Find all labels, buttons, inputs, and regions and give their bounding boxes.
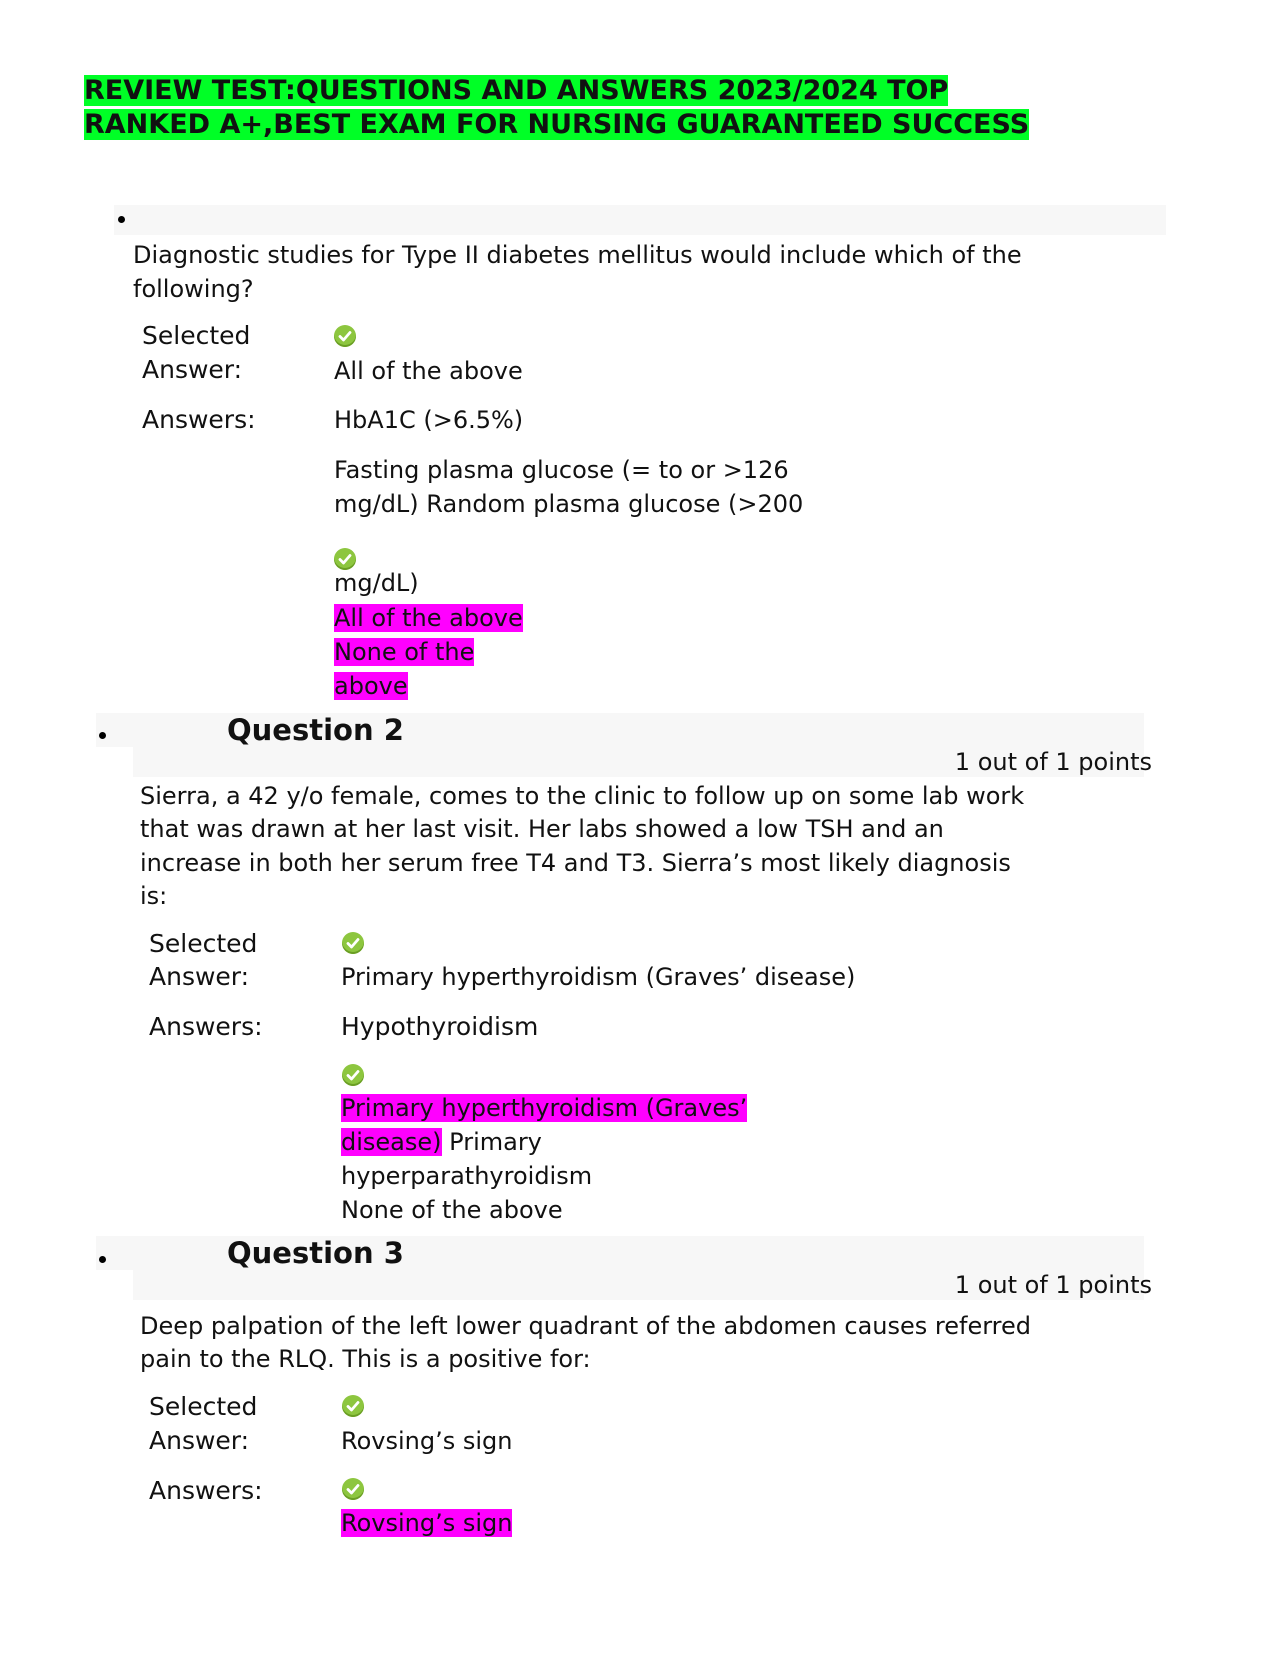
answer-option-continued: hyperparathyroidism <box>341 1162 593 1190</box>
answer-option <box>334 636 474 668</box>
selected-answer-value: All of the above <box>334 357 523 385</box>
selected-answer-value: Rovsing’s sign <box>341 1427 513 1455</box>
document-title <box>84 74 1029 142</box>
highlighted-answer: Primary hyperthyroidism (Graves’ <box>341 1094 748 1122</box>
title-line-2: RANKED A+,BEST EXAM FOR NURSING GUARANTEED SUCCESS <box>84 109 1030 140</box>
correct-answer-option <box>334 602 523 634</box>
answer-option-continued <box>334 670 408 702</box>
question-1-text-line-1: Diagnostic studies for Type II diabetes mellitus would include which of the <box>133 241 1022 269</box>
question-1-text-line-2: following? <box>133 275 254 303</box>
highlighted-answer: Rovsing’s sign <box>341 1509 513 1537</box>
bullet-icon <box>118 216 125 223</box>
selected-answer-label-2: Answer: <box>149 962 250 991</box>
question-2-text-line-4: is: <box>140 882 168 910</box>
bullet-icon <box>99 1256 106 1263</box>
check-circle-icon <box>342 1064 364 1086</box>
answer-option: Fasting plasma glucose (= to or >126 <box>334 456 789 484</box>
question-2-points: 1 out of 1 points <box>954 748 1152 776</box>
answers-label: Answers: <box>149 1012 263 1041</box>
selected-answer-label: Selected <box>149 1392 258 1421</box>
answers-label: Answers: <box>142 405 256 434</box>
highlighted-answer: above <box>334 672 408 700</box>
selected-answer-value: Primary hyperthyroidism (Graves’ disease) <box>341 963 856 991</box>
answer-option-continued: mg/dL) <box>334 569 419 597</box>
bullet-icon <box>99 732 106 739</box>
title-line-1: REVIEW TEST:QUESTIONS AND ANSWERS 2023/2024 TOP <box>84 75 949 106</box>
highlighted-answer: disease) <box>341 1128 442 1156</box>
answer-option: None of the above <box>341 1196 563 1224</box>
selected-answer-label: Selected <box>142 321 251 350</box>
check-circle-icon <box>342 1478 364 1500</box>
answer-option: Primary <box>441 1128 542 1156</box>
selected-answer-label-2: Answer: <box>142 355 243 384</box>
highlighted-answer: All of the above <box>334 604 523 632</box>
correct-answer-option-continued <box>341 1126 542 1158</box>
question-3-heading: Question 3 <box>227 1236 404 1270</box>
correct-answer-option <box>341 1092 747 1124</box>
check-circle-icon <box>342 932 364 954</box>
question-3-points: 1 out of 1 points <box>954 1271 1152 1299</box>
question-3-text-line-2: pain to the RLQ. This is a positive for: <box>140 1345 591 1373</box>
answer-option-continued: mg/dL) Random plasma glucose (>200 <box>334 490 804 518</box>
question-2-text-line-1: Sierra, a 42 y/o female, comes to the clinic to follow up on some lab work <box>140 782 1025 810</box>
check-circle-icon <box>334 325 356 347</box>
check-circle-icon <box>342 1395 364 1417</box>
selected-answer-label-2: Answer: <box>149 1426 250 1455</box>
answers-label: Answers: <box>149 1476 263 1505</box>
correct-answer-option <box>341 1507 512 1539</box>
selected-answer-label: Selected <box>149 929 258 958</box>
question-2-text-line-3: increase in both her serum free T4 and T3. Sierra’s most likely diagnosis <box>140 849 1011 877</box>
answer-option: HbA1C (>6.5%) <box>334 406 524 434</box>
question-1-header-bar <box>114 205 1166 235</box>
question-2-heading: Question 2 <box>227 713 404 747</box>
answer-option: Hypothyroidism <box>341 1012 539 1041</box>
question-2-text-line-2: that was drawn at her last visit. Her labs showed a low TSH and an <box>140 815 944 843</box>
highlighted-answer: None of the <box>334 638 475 666</box>
question-3-text-line-1: Deep palpation of the left lower quadrant of the abdomen causes referred <box>140 1312 1031 1340</box>
